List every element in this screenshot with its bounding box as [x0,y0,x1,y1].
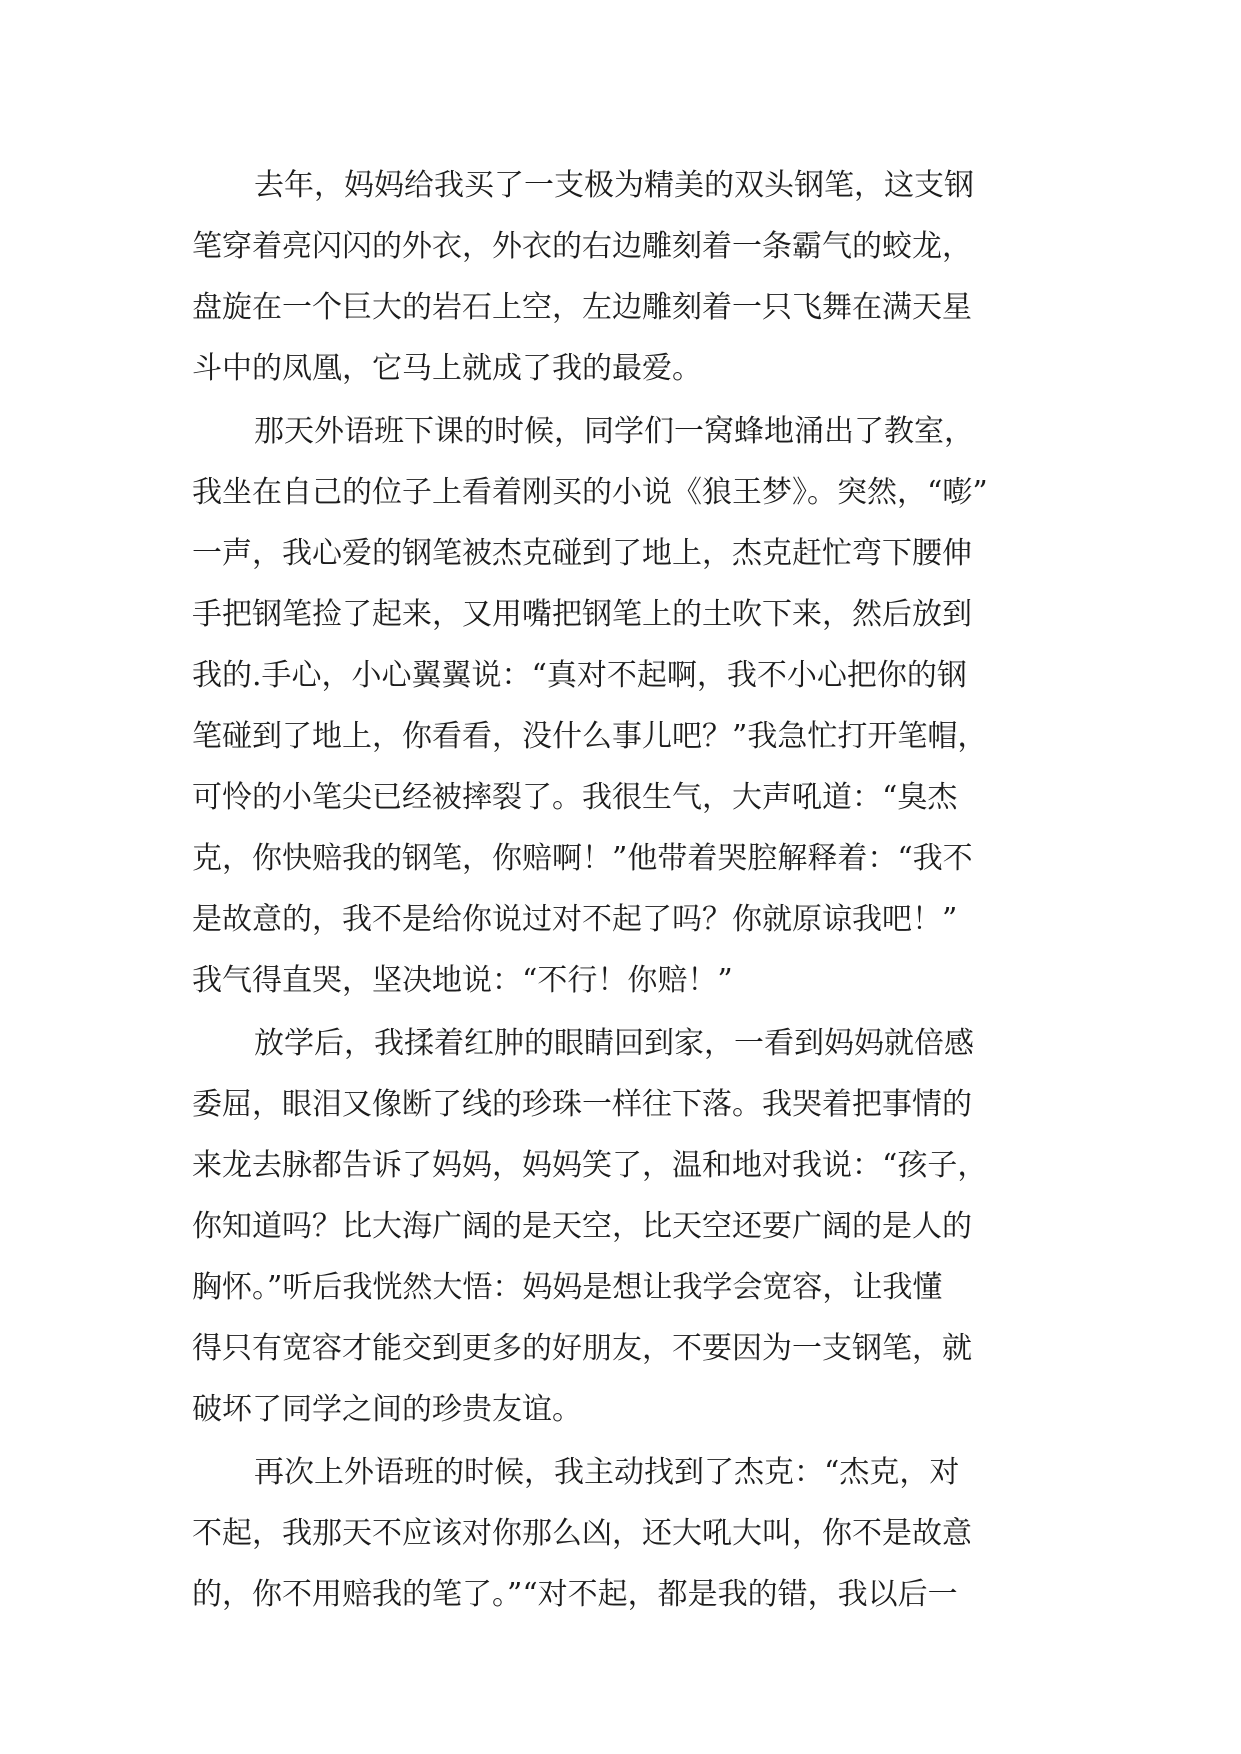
text-line: 再次上外语班的时候，我主动找到了杰克：“杰克，对 [254,1455,960,1490]
paragraph-1 [192,155,1052,399]
text-line: 可怜的小笔尖已经被摔裂了。我很生气，大声吼道：“臭杰 [192,780,958,815]
text-line: 破坏了同学之间的珍贵友谊。 [192,1392,582,1427]
text-line: 得只有宽容才能交到更多的好朋友，不要因为一支钢笔，就 [192,1331,972,1366]
text-line: 手把钢笔捡了起来，又用嘴把钢笔上的土吹下来，然后放到 [192,597,972,632]
text-line: 你知道吗？比大海广阔的是天空，比天空还要广阔的是人的 [192,1209,972,1244]
text-line: 我坐在自己的位子上看着刚买的小说《狼王梦》。突然，“嘭” [192,475,988,510]
text-line: 去年，妈妈给我买了一支极为精美的双头钢笔，这支钢 [254,168,974,203]
paragraph-4 [192,1442,1052,1625]
text-line: 那天外语班下课的时候，同学们一窝蜂地涌出了教室， [254,414,974,449]
text-line: 克，你快赔我的钢笔，你赔啊！”他带着哭腔解释着：“我不 [192,841,973,876]
text-line: 笔穿着亮闪闪的外衣，外衣的右边雕刻着一条霸气的蛟龙， [192,229,972,264]
paragraph-3 [192,1013,1052,1440]
text-line: 来龙去脉都告诉了妈妈，妈妈笑了，温和地对我说：“孩子， [192,1148,988,1183]
text-line: 委屈，眼泪又像断了线的珍珠一样往下落。我哭着把事情的 [192,1087,972,1122]
text-line: 一声，我心爱的钢笔被杰克碰到了地上，杰克赶忙弯下腰伸 [192,536,972,571]
text-line: 笔碰到了地上，你看看，没什么事儿吧？”我急忙打开笔帽， [192,719,988,754]
paragraph-2 [192,401,1052,1011]
text-line: 的，你不用赔我的笔了。”“对不起，都是我的错，我以后一 [192,1577,958,1612]
text-line: 斗中的凤凰，它马上就成了我的最爱。 [192,351,702,386]
text-line: 我的.手心，小心翼翼说：“真对不起啊，我不小心把你的钢 [192,658,967,693]
text-line: 放学后，我揉着红肿的眼睛回到家，一看到妈妈就倍感 [254,1026,974,1061]
text-line: 不起，我那天不应该对你那么凶，还大吼大叫，你不是故意 [192,1516,972,1551]
document-body [192,155,1052,1625]
text-line: 胸怀。”听后我恍然大悟：妈妈是想让我学会宽容，让我懂 [192,1270,943,1305]
text-line: 是故意的，我不是给你说过对不起了吗？你就原谅我吧！” [192,902,958,937]
text-line: 我气得直哭，坚决地说：“不行！你赔！” [192,963,733,998]
text-line: 盘旋在一个巨大的岩石上空，左边雕刻着一只飞舞在满天星 [192,290,972,325]
